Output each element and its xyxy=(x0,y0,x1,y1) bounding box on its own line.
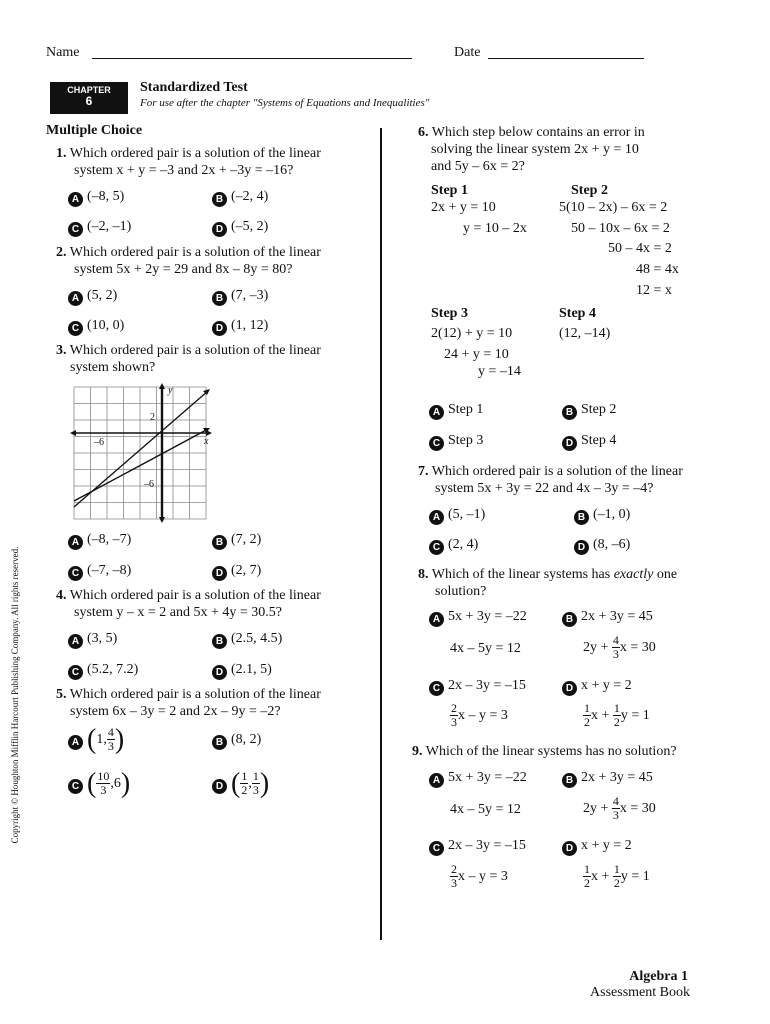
q4-choice-a[interactable]: A (3, 5) xyxy=(68,630,117,649)
y-axis-arrow xyxy=(159,383,165,389)
choice-b-bubble[interactable]: B xyxy=(212,735,227,750)
q3-choice-d[interactable]: D (2, 7) xyxy=(212,562,261,581)
q2-choice-a[interactable]: A (5, 2) xyxy=(68,287,117,306)
fraction: $\frac{1}{2}$ xyxy=(613,701,620,730)
fraction: $\frac{10}{3}$ xyxy=(97,769,110,798)
q6-choice-c[interactable]: C Step 3 xyxy=(429,432,483,451)
choice-d-bubble[interactable]: D xyxy=(212,321,227,336)
q4-text-line1: Which ordered pair is a solution of the linear xyxy=(69,588,321,603)
choice-c-bubble[interactable]: C xyxy=(429,681,444,696)
column-divider xyxy=(380,128,382,940)
choice-a-bubble[interactable]: A xyxy=(68,735,83,750)
q3-number: 3. xyxy=(56,343,67,358)
q5-text-line2: system 6x – 3y = 2 and 2x – 9y = –2? xyxy=(70,704,281,719)
q4-choice-b[interactable]: B (2.5, 4.5) xyxy=(212,630,282,649)
choice-d-bubble[interactable]: D xyxy=(212,222,227,237)
q2-choice-d[interactable]: D (1, 12) xyxy=(212,317,268,336)
fraction: $\frac{2}{3}$ xyxy=(451,862,457,891)
fraction: $\frac{4}{3}$ xyxy=(107,725,114,754)
q8-text-line2: solution? xyxy=(435,584,487,599)
q2-text-line1: Which ordered pair is a solution of the linear xyxy=(69,245,321,260)
copyright-text: Copyright © Houghton Mifflin Harcourt Publishing Company. All rights reserved. xyxy=(10,546,20,844)
choice-d-bubble[interactable]: D xyxy=(574,540,589,555)
q1-choice-c[interactable]: C (–2, –1) xyxy=(68,218,131,237)
q7-choice-a[interactable]: A (5, –1) xyxy=(429,506,485,525)
q9-number: 9. xyxy=(412,744,423,759)
choice-c-bubble[interactable]: C xyxy=(68,222,83,237)
q7-choice-b[interactable]: B (–1, 0) xyxy=(574,506,630,525)
choice-c-bubble[interactable]: C xyxy=(68,665,83,680)
q4-number: 4. xyxy=(56,588,67,603)
q4-choice-d[interactable]: D (2.1, 5) xyxy=(212,661,272,680)
y-tick-neg6: –6 xyxy=(144,479,154,490)
choice-c-bubble[interactable]: C xyxy=(429,841,444,856)
fraction: $\frac{1}{2}$ xyxy=(613,862,620,891)
q1-number: 1. xyxy=(56,146,67,161)
choice-c-bubble[interactable]: C xyxy=(68,779,83,794)
q5-text-line1: Which ordered pair is a solution of the linear xyxy=(69,687,321,702)
choice-d-bubble[interactable]: D xyxy=(212,779,227,794)
choice-a-bubble[interactable]: A xyxy=(429,405,444,420)
fraction: $\frac{4}{3}$ xyxy=(612,794,619,823)
step-title: Step 1 xyxy=(431,183,468,198)
choice-d-bubble[interactable]: D xyxy=(562,841,577,856)
q1-choice-d[interactable]: D (–5, 2) xyxy=(212,218,268,237)
choice-b-bubble[interactable]: B xyxy=(212,535,227,550)
q2-choice-c[interactable]: C (10, 0) xyxy=(68,317,124,336)
fraction: $\frac{1}{3}$ xyxy=(252,769,259,798)
q1-text-line1: Which ordered pair is a solution of the linear xyxy=(69,146,321,161)
y-tick-2: 2 xyxy=(150,412,155,423)
date-label: Date xyxy=(454,45,481,60)
fraction: $\frac{1}{2}$ xyxy=(241,769,248,798)
chapter-number: 6 xyxy=(85,94,93,108)
choice-a-bubble[interactable]: A xyxy=(429,773,444,788)
q9-text-line1: Which of the linear systems has no solution? xyxy=(425,744,677,759)
date-field[interactable] xyxy=(488,58,644,59)
choice-a-bubble[interactable]: A xyxy=(68,192,83,207)
q2-choice-b[interactable]: B (7, –3) xyxy=(212,287,268,306)
q2-number: 2. xyxy=(56,245,67,260)
q6-choice-b[interactable]: B Step 2 xyxy=(562,401,616,420)
choice-d-bubble[interactable]: D xyxy=(212,665,227,680)
q5-choice-b[interactable]: B (8, 2) xyxy=(212,731,261,750)
y-axis-arrow-down xyxy=(159,517,165,523)
q5-choice-d[interactable]: D ( $\frac{1}{2}$ , $\frac{1}{3}$ ) xyxy=(212,762,269,806)
chapter-label: CHAPTER xyxy=(67,85,111,95)
choice-c-bubble[interactable]: C xyxy=(429,436,444,451)
choice-c-bubble[interactable]: C xyxy=(68,566,83,581)
q6-text-line1: Which step below contains an error in xyxy=(431,125,645,140)
x-axis-arrow-left xyxy=(70,430,76,436)
q3-choice-b[interactable]: B (7, 2) xyxy=(212,531,261,550)
step-title: Step 4 xyxy=(559,306,596,321)
choice-b-bubble[interactable]: B xyxy=(562,405,577,420)
q3-choice-c[interactable]: C (–7, –8) xyxy=(68,562,131,581)
choice-a-bubble[interactable]: A xyxy=(429,612,444,627)
q6-choice-a[interactable]: A Step 1 xyxy=(429,401,483,420)
q6-choice-d[interactable]: D Step 4 xyxy=(562,432,616,451)
q3-text-line1: Which ordered pair is a solution of the linear xyxy=(69,343,321,358)
name-label: Name xyxy=(46,45,80,60)
q7-text-line1: Which ordered pair is a solution of the linear xyxy=(431,464,683,479)
q1-text-line2: system x + y = –3 and 2x + –3y = –16? xyxy=(74,163,294,178)
choice-a-bubble[interactable]: A xyxy=(68,535,83,550)
q7-choice-d[interactable]: D (8, –6) xyxy=(574,536,630,555)
fraction: $\frac{1}{2}$ xyxy=(584,701,590,730)
choice-a-bubble[interactable]: A xyxy=(68,634,83,649)
step-title: Step 3 xyxy=(431,306,468,321)
q4-choice-c[interactable]: C (5.2, 7.2) xyxy=(68,661,138,680)
choice-d-bubble[interactable]: D xyxy=(562,436,577,451)
x-tick-neg6: –6 xyxy=(94,437,104,448)
q7-text-line2: system 5x + 3y = 22 and 4x – 3y = –4? xyxy=(435,481,654,496)
fraction: $\frac{1}{2}$ xyxy=(584,862,590,891)
choice-b-bubble[interactable]: B xyxy=(562,773,577,788)
q7-choice-c[interactable]: C (2, 4) xyxy=(429,536,478,555)
q5-choice-c[interactable]: C ( $\frac{10}{3}$ ,6) xyxy=(68,762,130,806)
q5-number: 5. xyxy=(56,687,67,702)
page-title: Standardized Test xyxy=(140,80,248,95)
q2-text-line2: system 5x + 2y = 29 and 8x – 8y = 80? xyxy=(74,262,293,277)
q4-text-line2: system y – x = 2 and 5x + 4y = 30.5? xyxy=(74,605,283,620)
q3-choice-a[interactable]: A (–8, –7) xyxy=(68,531,131,550)
choice-b-bubble[interactable]: B xyxy=(562,612,577,627)
choice-b-bubble[interactable]: B xyxy=(574,510,589,525)
choice-c-bubble[interactable]: C xyxy=(68,321,83,336)
q6-text-line2: solving the linear system 2x + y = 10 xyxy=(431,142,639,157)
choice-a-bubble[interactable]: A xyxy=(68,291,83,306)
choice-b-bubble[interactable]: B xyxy=(212,291,227,306)
q8-number: 8. xyxy=(418,567,429,582)
choice-a-bubble[interactable]: A xyxy=(429,510,444,525)
choice-b-bubble[interactable]: B xyxy=(212,192,227,207)
q7-number: 7. xyxy=(418,464,429,479)
q6-number: 6. xyxy=(418,125,429,140)
x-axis-label: x xyxy=(204,436,209,447)
footer-book-subtitle: Assessment Book xyxy=(590,985,690,1000)
step-title: Step 2 xyxy=(571,183,608,198)
name-field[interactable] xyxy=(92,58,412,59)
page-subtitle: For use after the chapter "Systems of Equations and Inequalities" xyxy=(140,97,430,109)
q3-text-line2: system shown? xyxy=(70,360,156,375)
q1-choice-a[interactable]: A (–8, 5) xyxy=(68,188,124,207)
choice-d-bubble[interactable]: D xyxy=(562,681,577,696)
fraction: $\frac{2}{3}$ xyxy=(451,701,457,730)
graph-grid xyxy=(74,387,206,519)
q1-choice-b[interactable]: B (–2, 4) xyxy=(212,188,268,207)
choice-d-bubble[interactable]: D xyxy=(212,566,227,581)
fraction: $\frac{4}{3}$ xyxy=(612,633,619,662)
y-axis-label: y xyxy=(168,385,173,396)
q5-choice-a[interactable]: A (1, $\frac{4}{3}$ ) xyxy=(68,718,124,762)
footer-book-title: Algebra 1 xyxy=(629,969,688,984)
q3-graph xyxy=(70,383,220,523)
choice-c-bubble[interactable]: C xyxy=(429,540,444,555)
section-title: Multiple Choice xyxy=(46,123,143,138)
q6-text-line3: and 5y – 6x = 2? xyxy=(431,159,525,174)
chapter-badge xyxy=(50,82,128,114)
choice-b-bubble[interactable]: B xyxy=(212,634,227,649)
